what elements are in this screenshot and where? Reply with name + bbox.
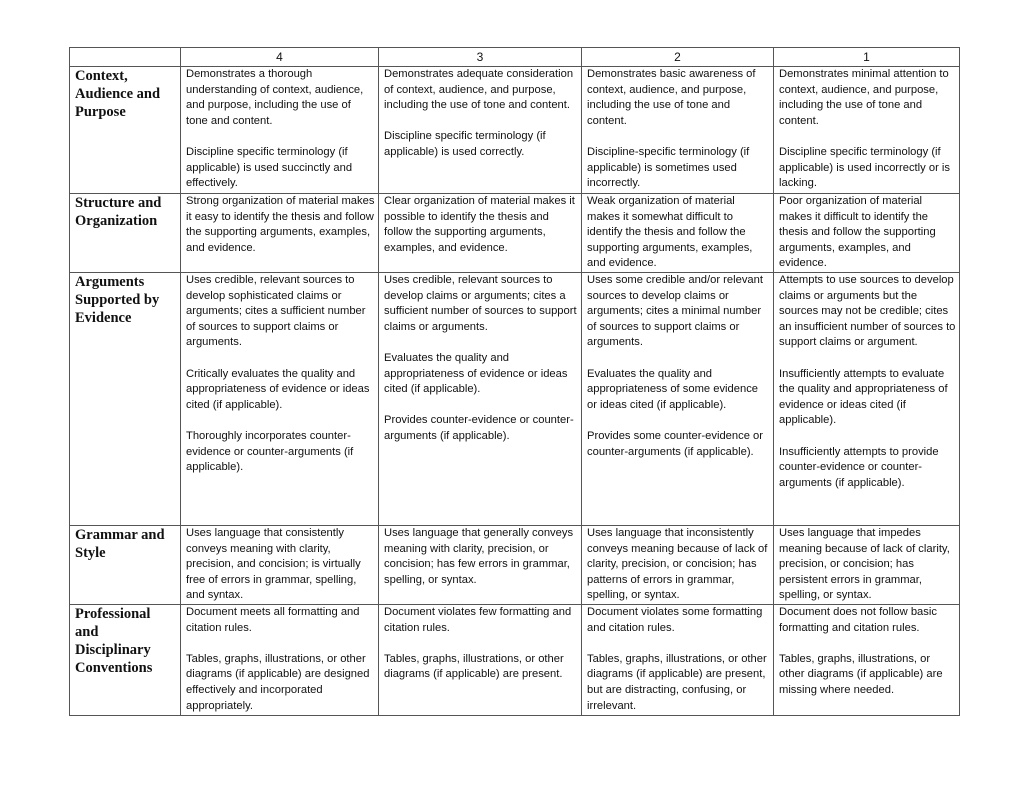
- rubric-row-grammar: [70, 526, 960, 605]
- descriptor-text: Demonstrates a thorough understanding of context, audience, and purpose, including the use of tone and content.: [186, 68, 364, 127]
- descriptor-cell-4: [181, 605, 379, 716]
- score-header-row: [70, 48, 960, 67]
- descriptor-text: Demonstrates basic awareness of context, audience, and purpose, including the use of tone and content.: [587, 68, 756, 127]
- descriptor-text: Document violates some formatting and citation rules.: [587, 606, 763, 634]
- descriptor-cell-1: [774, 605, 960, 716]
- descriptor-text: Provides counter-evidence or counter-arguments (if applicable).: [384, 414, 574, 442]
- criterion-label: Arguments Supported by Evidence: [70, 273, 181, 526]
- descriptor-cell-4: [181, 526, 379, 605]
- criterion-label: Context, Audience and Purpose: [70, 67, 181, 194]
- descriptor-text: Uses credible, relevant sources to develop sophisticated claims or arguments; cites a sufficient number of sources to support claims or arguments.: [186, 274, 366, 349]
- score-header-1: 1: [774, 48, 960, 67]
- corner-cell: [70, 48, 181, 67]
- descriptor-text: Strong organization of material makes it easy to identify the thesis and follow the supporting arguments, examples, and evidence.: [186, 195, 375, 254]
- descriptor-text: Discipline specific terminology (if applicable) is used correctly.: [384, 130, 546, 158]
- descriptor-cell-3: [379, 526, 582, 605]
- descriptor-text: Clear organization of material makes it possible to identify the thesis and follow the supporting arguments, examples, and evidence.: [384, 195, 575, 254]
- rubric-row-structure: [70, 194, 960, 273]
- descriptor-cell-1: [774, 526, 960, 605]
- descriptor-text: Uses language that generally conveys meaning with clarity, precision, or concision; has few errors in grammar, spelling, or syntax.: [384, 527, 574, 586]
- descriptor-cell-3: [379, 67, 582, 194]
- score-header-3: 3: [379, 48, 582, 67]
- descriptor-text: Insufficiently attempts to provide counter-evidence or counter-arguments (if applicable).: [779, 445, 939, 489]
- score-header-4: 4: [181, 48, 379, 67]
- descriptor-text: Uses language that inconsistently conveys meaning because of lack of clarity, precision, or concision; has patterns of errors in grammar, spelling, or syntax.: [587, 527, 768, 602]
- descriptor-text: Uses some credible and/or relevant sources to develop claims or arguments; cites a minimal number of sources to support claims or arguments.: [587, 274, 763, 349]
- rubric-table: [69, 47, 960, 716]
- score-header-2: 2: [582, 48, 774, 67]
- descriptor-text: Critically evaluates the quality and appropriateness of evidence or ideas cited (if applicable).: [186, 367, 370, 411]
- descriptor-text: Provides some counter-evidence or counter-arguments (if applicable).: [587, 429, 763, 458]
- rubric-row-context: [70, 67, 960, 194]
- descriptor-text: Tables, graphs, illustrations, or other diagrams (if applicable) are present, but are distracting, confusing, or irrelevant.: [587, 652, 767, 712]
- descriptor-text: Insufficiently attempts to evaluate the quality and appropriateness of evidence or ideas cited (if applicable).: [779, 367, 948, 427]
- descriptor-text: Document does not follow basic formatting and citation rules.: [779, 606, 937, 634]
- descriptor-cell-3: [379, 273, 582, 526]
- descriptor-text: Tables, graphs, illustrations, or other diagrams (if applicable) are designed effectively and incorporated appropriately.: [186, 652, 370, 712]
- descriptor-cell-2: [582, 605, 774, 716]
- rubric-row-conventions: [70, 605, 960, 716]
- descriptor-text: Uses language that consistently conveys meaning with clarity, precision, and concision; is virtually free of errors in grammar, spelling, and syntax.: [186, 527, 361, 602]
- descriptor-text: Discipline specific terminology (if applicable) is used incorrectly or is lacking.: [779, 145, 950, 190]
- descriptor-cell-2: [582, 526, 774, 605]
- descriptor-cell-2: [582, 273, 774, 526]
- descriptor-cell-3: [379, 605, 582, 716]
- descriptor-cell-2: [582, 67, 774, 194]
- descriptor-text: Attempts to use sources to develop claims or arguments but the sources may not be credible; cites an insufficient number of sources to support claims or argument.: [779, 274, 956, 349]
- descriptor-text: Demonstrates adequate consideration of context, audience, and purpose, including the use of tone and content.: [384, 68, 574, 112]
- descriptor-cell-3: [379, 194, 582, 273]
- criterion-label: Professional and Disciplinary Conventions: [70, 605, 181, 716]
- descriptor-text: Discipline specific terminology (if applicable) is used succinctly and effectively.: [186, 145, 353, 190]
- descriptor-text: Demonstrates minimal attention to context, audience, and purpose, including the use of tone and content.: [779, 68, 949, 127]
- descriptor-text: Weak organization of material makes it somewhat difficult to identify the thesis and follow the supporting arguments, examples, and evidence.: [587, 195, 753, 270]
- descriptor-text: Tables, graphs, illustrations, or other diagrams (if applicable) are missing where needed.: [779, 652, 943, 696]
- descriptor-text: Evaluates the quality and appropriateness of some evidence or ideas cited (if applicable).: [587, 367, 759, 411]
- descriptor-text: Document meets all formatting and citation rules.: [186, 606, 360, 634]
- descriptor-text: Thoroughly incorporates counter-evidence or counter-arguments (if applicable).: [186, 429, 354, 474]
- descriptor-cell-1: [774, 194, 960, 273]
- descriptor-text: Discipline-specific terminology (if applicable) is sometimes used incorrectly.: [587, 145, 750, 190]
- descriptor-cell-1: [774, 67, 960, 194]
- descriptor-cell-2: [582, 194, 774, 273]
- descriptor-text: Poor organization of material makes it difficult to identify the thesis and follow the supporting arguments, examples, and evidence.: [779, 195, 936, 270]
- descriptor-text: Uses language that impedes meaning because of lack of clarity, precision, or concision; has persistent errors in grammar, spelling, or syntax.: [779, 527, 950, 602]
- descriptor-cell-4: [181, 67, 379, 194]
- descriptor-cell-4: [181, 273, 379, 526]
- descriptor-cell-4: [181, 194, 379, 273]
- descriptor-text: Document violates few formatting and citation rules.: [384, 606, 572, 634]
- descriptor-cell-1: [774, 273, 960, 526]
- descriptor-text: Uses credible, relevant sources to develop claims or arguments; cites a sufficient number of sources to support claims or arguments.: [384, 274, 577, 333]
- rubric-row-arguments: [70, 273, 960, 526]
- descriptor-text: Evaluates the quality and appropriateness of evidence or ideas cited (if applicable).: [384, 351, 568, 396]
- descriptor-text: Tables, graphs, illustrations, or other diagrams (if applicable) are present.: [384, 652, 564, 681]
- criterion-label: Structure and Organization: [70, 194, 181, 273]
- criterion-label: Grammar and Style: [70, 526, 181, 605]
